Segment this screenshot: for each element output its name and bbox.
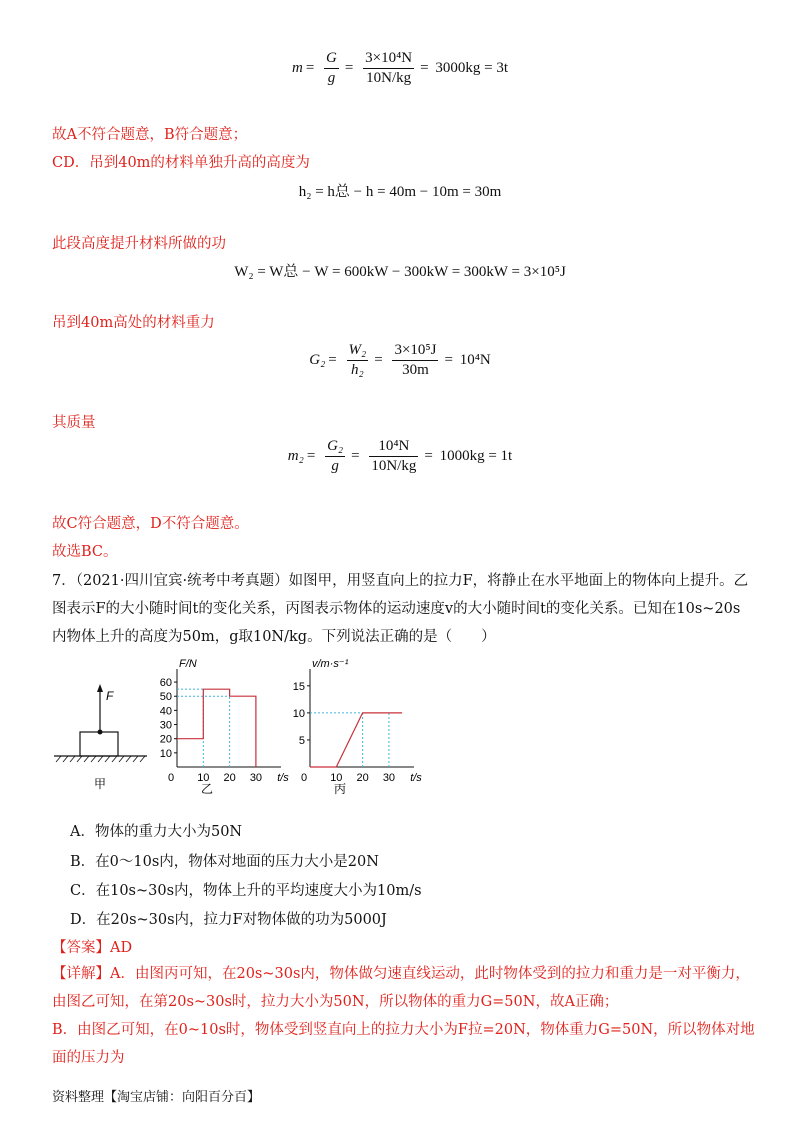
chart-caption: 乙 [200,782,214,796]
option-b: B．在0～10s内，物体对地面的压力大小是20N [70,854,379,870]
option-a: A．物体的重力大小为50N [70,824,243,840]
x-tick-label: 10 [197,772,210,784]
x-tick-label: 20 [223,772,236,784]
answer: 【答案】AD [52,940,133,956]
arrow-head-icon [97,684,103,692]
option-d: D．在20s~30s内，拉力F对物体做的功为5000J [70,912,387,928]
force-label: F [106,689,114,703]
y-tick-label: 20 [159,733,172,746]
y-tick-label: 60 [159,677,172,690]
chart-caption: 丙 [333,782,347,796]
chart-yi [150,655,289,796]
footer: 资料整理【淘宝店铺：向阳百分百】 [52,1090,261,1105]
origin-label: 0 [300,772,308,784]
y-tick-label: 40 [159,705,172,718]
eq-lhs: m [291,59,303,76]
text-line: CD．吊到40m的材料单独升高的高度为 [52,155,310,171]
origin-label: 0 [167,772,175,784]
option-c: C．在10s~30s内，物体上升的平均速度大小为10m/s [70,883,422,899]
equation-work: W₂ = W总 − W = 600kW − 300kW = 300kW = 3×10⁵J [234,264,566,280]
x-tick-label: 30 [249,772,263,784]
fraction: $\frac{G}{g}$ [326,50,337,86]
y-axis-label: F/N [179,658,197,670]
y-tick-label: 10 [292,707,305,720]
ground-hatch [56,756,145,762]
y-tick-label: 5 [298,734,305,747]
fraction: $\frac{\text{3×10⁴N}}{10N/kg}$ [365,50,413,86]
x-tick-label: 20 [356,772,369,784]
figure-jia [52,660,152,795]
detail-b: B．由图乙可知，在0~10s时，物体受到竖直向上的拉力大小为F拉=20N，物体重力G=50N，所以物体对地面的压力为 [52,1022,755,1066]
text-line: 其质量 [52,415,96,431]
series-line [177,689,256,767]
equation-mass: m = $\frac{G}{g}$ = $\frac{\text{3×10⁴N}}{10N/kg}$ = 3000kg = 3t [291,50,508,86]
text-line: 此段高度提升材料所做的功 [52,236,226,252]
y-tick-label: 50 [159,691,172,704]
question-7: 7．（2021·四川宜宾·统考中考真题）如图甲，用竖直向上的拉力F，将静止在水平地面上的物体向上提升。乙图表示F的大小随时间t的变化关系，丙图表示物体的运动速度v的大小随时间t的变化关系。已知在10s~20s内物体上升的高度为50m，g取10N/kg。下列说法正确的是（ ） [52,573,749,645]
y-tick-label: 10 [159,747,172,760]
equation-height: h₂ = h总 − h = 40m − 10m = 30m [298,184,502,200]
caption-jia: 甲 [93,777,107,791]
x-axis-label: t/s [277,772,289,784]
x-axis-label: t/s [410,772,422,784]
text-line: 故A不符合题意，B符合题意； [52,127,248,143]
detail-a: 【详解】A．由图丙可知，在20s~30s内，物体做匀速直线运动，此时物体受到的拉力和重力是一对平衡力，由图乙可知，在第20s~30s时，拉力大小为50N，所以物体的重力G=50N，故A正确； [52,966,750,1010]
text-line: 故选BC。 [52,544,118,560]
y-tick-label: 15 [292,680,305,693]
x-tick-label: 10 [330,772,343,784]
eq-rhs: 3000kg = 3t [435,59,508,76]
object-box [80,732,118,756]
series-line [310,713,402,767]
y-axis-label: v/m·s⁻¹ [312,658,349,670]
text-line: 故C符合题意，D不符合题意。 [52,516,249,532]
y-tick-label: 30 [159,719,172,732]
x-tick-label: 30 [382,772,396,784]
text-line: 吊到40m高处的材料重力 [52,315,215,331]
equation-weight: G₂ = $\frac{\text{W₂}}{\text{h₂}}$ = $\frac{\text{3×10⁵J}}{30m}$ = 10⁴N [309,342,491,378]
chart-bing [283,655,422,796]
equation-mass-2: m₂ = $\frac{\text{G₂}}{g}$ = $\frac{\text{10⁴N}}{10N/kg}$ = 1000kg = 1t [287,438,513,474]
